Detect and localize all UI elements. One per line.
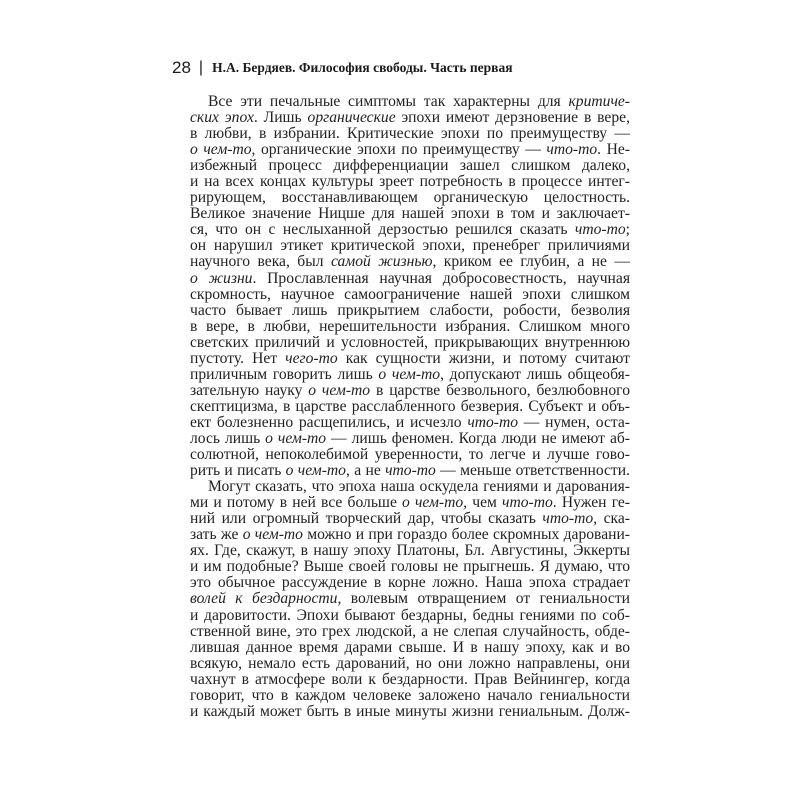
text-line-content — [190, 271, 630, 287]
text-run: . Нужен ге- — [552, 494, 630, 512]
text-line — [190, 126, 630, 142]
text-run: чем — [467, 494, 503, 512]
italic-text: самой жизнью — [330, 253, 433, 271]
running-header — [172, 57, 513, 79]
text-run: ект болезненно расщепились, и исчезло — [190, 413, 468, 431]
text-line-content — [190, 447, 630, 463]
body-text — [190, 94, 630, 720]
text-run: зательную науку — [190, 381, 309, 399]
header-separator: | — [198, 59, 204, 76]
text-run: всякую, немало есть дарований, но они ложно направлены, они — [190, 654, 630, 672]
text-run: приличным говорить лишь — [190, 365, 379, 383]
text-line-content — [190, 399, 630, 415]
text-run: солютной, непоколебимой уверенности, то легче и лучше гово- — [190, 446, 630, 464]
italic-text: о чем-то — [308, 381, 371, 399]
italic-text: волей к бездарности, — [190, 590, 342, 608]
text-run: пустоту. Нет — [190, 349, 286, 367]
text-run: и на всех концах культуры зреет потребность в процессе интег- — [190, 173, 630, 191]
running-title: Н.А. Бердяев. Философия свободы. Часть первая — [212, 60, 513, 75]
text-run: светских приличий и условностей, прикрывающих внутреннюю — [190, 333, 630, 351]
text-run: , допускают лишь общеобя- — [440, 365, 630, 383]
text-line — [190, 479, 630, 495]
text-line — [190, 559, 630, 575]
text-line — [190, 206, 630, 222]
text-run: как сущности жизни, и потому считают — [337, 349, 630, 367]
text-run: можно и при гораздо более скромных даровани- — [302, 526, 630, 544]
text-run: в любви, в избрании. Критические эпохи по преимуществу — — [190, 125, 630, 143]
text-line — [190, 142, 630, 158]
text-line-content — [190, 158, 630, 174]
text-line-content — [190, 319, 630, 335]
text-line-content — [190, 495, 630, 511]
text-line-content — [190, 254, 630, 270]
text-line — [190, 431, 630, 447]
text-run: избежный процесс дифференциации зашел слишком далеко, — [190, 157, 630, 175]
text-run: , органические эпохи по преимуществу — — [251, 141, 547, 159]
text-line-content — [190, 640, 630, 656]
text-line — [190, 190, 630, 206]
text-line-content — [190, 543, 630, 559]
text-line-content — [190, 624, 630, 640]
italic-text: о чем-то — [190, 141, 252, 159]
text-line-content — [190, 126, 630, 142]
text-line — [190, 367, 630, 383]
text-run: ска- — [597, 510, 630, 528]
italic-text: о жизни — [190, 269, 253, 287]
text-run: волевым отвращением от гениальности — [341, 590, 630, 608]
text-line-content — [190, 335, 630, 351]
text-line-content — [190, 238, 630, 254]
text-run: и даровитости. Эпохи бывают бездарны, бедны гениями по соб- — [190, 606, 630, 624]
text-line — [190, 591, 630, 607]
text-run: Великое значение Ницше для нашей эпохи в том и заключает- — [190, 205, 630, 223]
italic-text: что-то — [546, 141, 598, 159]
text-line — [190, 527, 630, 543]
text-line-content — [190, 527, 630, 543]
text-line — [190, 656, 630, 672]
text-line-content — [190, 415, 630, 431]
text-line — [190, 511, 630, 527]
text-line-content — [190, 431, 630, 447]
text-line — [190, 319, 630, 335]
text-run: — нумен, оста- — [518, 413, 630, 431]
text-line — [190, 335, 630, 351]
text-run: , криком ее глубин, а не — — [432, 253, 630, 271]
page-number: 28 — [172, 58, 191, 77]
italic-text: о чем-то, — [402, 494, 468, 512]
text-line-content — [190, 704, 630, 720]
text-line — [190, 640, 630, 656]
text-line — [190, 543, 630, 559]
text-run: в царстве безвольного, безлюбовного — [370, 381, 630, 399]
text-line — [190, 222, 630, 238]
text-line-content — [190, 688, 630, 704]
text-line — [190, 110, 630, 126]
text-run: Все эти печальные симптомы так характерны для — [208, 93, 569, 110]
text-line — [190, 351, 630, 367]
italic-text: о чем-то — [242, 526, 303, 544]
text-run: лившая данное время дарами свыше. И в нашу эпоху, как и во — [190, 638, 630, 656]
text-run: он нарушил этикет критической эпохи, пренебрег приличиями — [190, 237, 630, 255]
text-run: — меньше ответственности. — [435, 462, 630, 480]
text-run: и им подобные? Выше своей головы не прыгнешь. Я думаю, что — [190, 558, 630, 576]
text-run: лось лишь — [190, 429, 266, 447]
text-line — [190, 271, 630, 287]
text-line-content — [208, 94, 630, 110]
text-line — [190, 399, 630, 415]
text-run: — лишь феномен. Когда люди не имеют аб- — [326, 429, 630, 447]
text-line — [190, 447, 630, 463]
text-line-content — [190, 575, 630, 591]
text-line-content — [190, 174, 630, 190]
text-line-content — [190, 303, 630, 319]
text-line — [190, 463, 630, 479]
text-run: зать же — [190, 526, 243, 544]
italic-text: что-то — [574, 221, 626, 239]
italic-text: что-то, — [542, 510, 598, 528]
text-line-content — [190, 591, 630, 607]
italic-text: о чем-то — [378, 365, 441, 383]
italic-text: о чем-то — [265, 429, 327, 447]
text-run: эпохи имеют дерзновение в вере, — [395, 109, 630, 127]
text-line — [190, 254, 630, 270]
text-line — [190, 672, 630, 688]
text-line-content — [190, 287, 630, 303]
text-line-content — [190, 206, 630, 222]
text-line — [190, 624, 630, 640]
text-run: ственной вине, это грех людской, а не слепая случайность, обде- — [190, 622, 630, 640]
text-line — [190, 608, 630, 624]
italic-text: чего-то — [285, 349, 338, 367]
italic-text: что-то — [502, 494, 553, 512]
text-line-content — [190, 190, 630, 206]
text-line — [190, 704, 630, 720]
text-line — [190, 688, 630, 704]
italic-text: что-то — [385, 462, 436, 480]
text-line-content — [208, 479, 630, 495]
text-run: чахнут в атмосфере воли к бездарности. Прав Вейнингер, когда — [190, 670, 630, 688]
text-run: скептицизма, в царстве расслабленного безверия. Субъект и объ- — [190, 397, 630, 415]
text-run: . Лишь — [253, 109, 308, 127]
text-run: научного века, был — [190, 253, 331, 271]
text-line — [190, 238, 630, 254]
text-line-content — [190, 608, 630, 624]
text-run: , а не — [345, 462, 386, 480]
text-run: рить и писать — [190, 462, 286, 480]
text-line — [190, 287, 630, 303]
text-line — [190, 303, 630, 319]
italic-text: ских эпох — [190, 109, 254, 127]
text-run: рирующем, восстанавливающем органическую целостность. — [190, 189, 630, 207]
text-run: Могут сказать, что эпоха наша оскудела гениями и дарования- — [208, 478, 630, 496]
text-run: . Не- — [597, 141, 630, 159]
text-line — [190, 415, 630, 431]
text-line-content — [190, 559, 630, 575]
text-run: ся, что он с неслыханной дерзостью решился сказать — [190, 221, 575, 239]
text-run: это обычное рассуждение в корне ложно. Наша эпоха страдает — [190, 574, 630, 592]
text-line-content — [190, 110, 630, 126]
text-line — [190, 174, 630, 190]
italic-text: критиче- — [568, 93, 630, 110]
text-line-content — [190, 511, 630, 527]
text-line-content — [190, 142, 630, 158]
text-run: скромность, научное самоограничение нашей эпохи слишком — [190, 285, 630, 303]
italic-text: органические — [307, 109, 396, 127]
text-run: в вере, в любви, нерешительности избрания. Слишком много — [190, 317, 630, 335]
text-run: . Прославленная научная добросовестность, научная — [252, 269, 630, 287]
text-run: ми и потому в ней все больше — [190, 494, 403, 512]
text-line-content — [190, 656, 630, 672]
text-line — [190, 383, 630, 399]
text-line-content — [190, 672, 630, 688]
text-line-content — [190, 383, 630, 399]
text-line — [190, 158, 630, 174]
text-run: часто бывает лишь прикрытием слабости, робости, безволия — [190, 301, 630, 319]
text-line — [190, 94, 630, 110]
text-line-content — [190, 351, 630, 367]
text-line-content — [190, 222, 630, 238]
italic-text: что-то — [467, 413, 519, 431]
text-run: ний или огромный творческий дар, чтобы сказать — [190, 510, 543, 528]
text-line — [190, 575, 630, 591]
text-run: ях. Где, скажут, в нашу эпоху Платоны, Бл. Августины, Эккерты — [190, 542, 630, 560]
text-line — [190, 495, 630, 511]
text-line-content — [190, 463, 630, 479]
text-line-content — [190, 367, 630, 383]
text-run: и каждый может быть в иные минуты жизни гениальным. Долж- — [190, 702, 630, 720]
text-run: говорит, что в каждом человеке заложено начало гениальности — [190, 686, 630, 704]
italic-text: о чем-то — [285, 462, 346, 480]
text-run: ; — [625, 221, 630, 239]
